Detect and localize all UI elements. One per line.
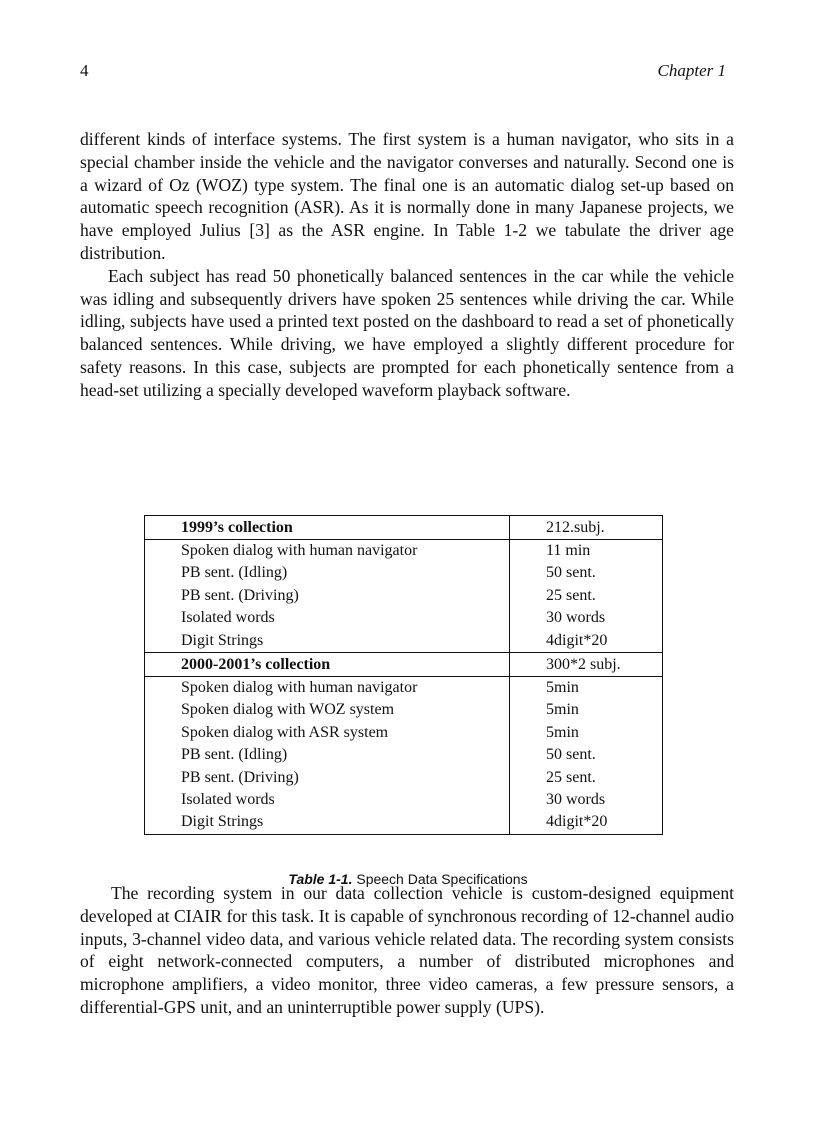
table-row: [145, 767, 663, 789]
row-value: 25 sent.: [510, 585, 663, 607]
page-number: 4: [80, 61, 89, 80]
row-value: 25 sent.: [510, 767, 663, 789]
row-value: 50 sent.: [510, 562, 663, 584]
table-row: [145, 540, 663, 563]
row-label: Spoken dialog with ASR system: [181, 723, 389, 741]
row-label: PB sent. (Idling): [181, 564, 288, 582]
row-label: Isolated words: [181, 609, 275, 627]
body-paragraph-2: The recording system in our data collection vehicle is custom-designed equipment developed at CIAIR for this task. It is capable of synchronous recording of 12-channel audio inputs, 3-channel video data, and various vehicle related data. The recording system consists of eight network-connected computers, a number of distributed microphones and microphone amplifiers, a video monitor, three video cameras, a few pressure sensors, a differential-GPS unit, and an uninterruptible power supply (UPS).: [80, 883, 734, 1017]
body-paragraph-1: [80, 128, 734, 402]
row-value: 5min: [510, 699, 663, 721]
row-label: PB sent. (Idling): [181, 746, 288, 764]
table-row: [145, 699, 663, 721]
row-label: Spoken dialog with human navigator: [181, 679, 418, 697]
section-value: 212.subj.: [510, 516, 663, 540]
row-label: Spoken dialog with human navigator: [181, 542, 418, 559]
table-row: [145, 811, 663, 834]
row-label: Isolated words: [181, 791, 275, 809]
section-value: 300*2 subj.: [510, 653, 663, 677]
row-value: 30 words: [510, 607, 663, 629]
row-label: Spoken dialog with WOZ system: [181, 701, 395, 719]
table-row: [145, 630, 663, 653]
row-label: Digit Strings: [181, 813, 264, 831]
row-value: 5min: [510, 722, 663, 744]
table-row: [145, 677, 663, 700]
speech-data-table: [144, 515, 663, 835]
row-value: 4digit*20: [510, 630, 663, 653]
row-value: 5min: [510, 677, 663, 700]
table-row: [145, 722, 663, 744]
paragraph-text-b: Each subject has read 50 phonetically balanced sentences in the car while the vehicle was idling and subsequently drivers have spoken 25 sentences while driving the car. While idling, subjects have used a printed text posted on the dashboard to read a set of phonetically balanced sentences. While driving, we have employed a slightly different procedure for safety reasons. In this case, subjects are prompted for each phonetically sentence from a head-set utilizing a specially developed waveform playback software.: [80, 265, 734, 400]
chapter-label: Chapter 1: [657, 61, 726, 80]
section-title: 2000-2001’s collection: [145, 653, 510, 677]
table-row: [145, 744, 663, 766]
row-value: 50 sent.: [510, 744, 663, 766]
table-row: [145, 562, 663, 584]
caption-label: Table 1-1.: [288, 871, 353, 887]
row-value: 4digit*20: [510, 811, 663, 834]
table-row: [145, 607, 663, 629]
row-label: PB sent. (Driving): [181, 586, 299, 604]
table-section-header: [145, 653, 663, 677]
row-value: 30 words: [510, 789, 663, 811]
table-row: [145, 789, 663, 811]
row-value: 11 min: [510, 540, 663, 563]
paragraph-text-a: different kinds of interface systems. The first system is a human navigator, who sits in a special chamber inside the vehicle and the navigator converses and naturally. Second one is a wizard of Oz (WOZ) type system. The final one is an automatic dialog set-up based on automatic speech recognition (ASR). As it is normally done in many Japanese projects, we have employed Julius [3] as the ASR engine. In Table 1-2 we tabulate the driver age distribution.: [80, 129, 734, 263]
table-section-header: [145, 516, 663, 540]
section-title: 1999’s collection: [145, 516, 510, 540]
row-label: PB sent. (Driving): [181, 768, 299, 786]
row-label: Digit Strings: [181, 631, 264, 649]
caption-text: Speech Data Specifications: [356, 871, 528, 887]
table-row: [145, 585, 663, 607]
